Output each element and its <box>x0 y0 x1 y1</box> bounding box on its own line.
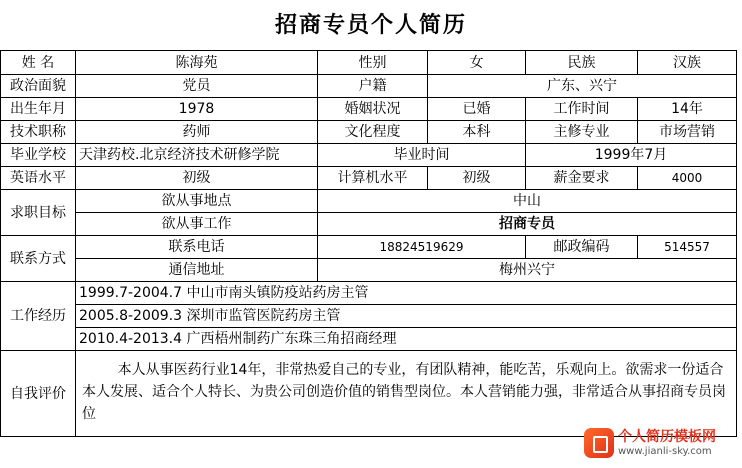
self-eval-text: 本人从事医药行业14年，非常热爱自己的专业，有团队精神，能吃苦，乐观向上。欲需求一份适合本人发展、适合个人特长、为贵公司创造价值的销售型岗位。本人营销能力强，非常适合从事招商专员岗位 <box>76 351 737 437</box>
watermark-url: www.jianli-sky.com <box>618 446 712 457</box>
ethnicity-value: 汉族 <box>638 51 737 75</box>
table-row <box>1 75 737 98</box>
desired-location-value: 中山 <box>318 190 737 213</box>
table-row <box>1 305 737 328</box>
table-row <box>1 328 737 351</box>
english-label: 英语水平 <box>1 167 76 190</box>
hukou-label: 户籍 <box>318 75 428 98</box>
table-row <box>1 144 737 167</box>
marital-label: 婚姻状况 <box>318 98 428 121</box>
grad-time-label: 毕业时间 <box>318 144 526 167</box>
table-row <box>1 259 737 282</box>
english-value: 初级 <box>76 167 318 190</box>
table-row <box>1 167 737 190</box>
address-value: 梅州兴宁 <box>318 259 737 282</box>
resume-table <box>0 50 737 437</box>
postcode-label: 邮政编码 <box>526 236 638 259</box>
work-years-label: 工作时间 <box>526 98 638 121</box>
table-row <box>1 121 737 144</box>
computer-value: 初级 <box>428 167 526 190</box>
postcode-value: 514557 <box>638 236 737 259</box>
resume-logo-icon <box>584 428 614 458</box>
desired-location-label: 欲从事地点 <box>76 190 318 213</box>
experience-label: 工作经历 <box>1 282 76 351</box>
table-row <box>1 236 737 259</box>
experience-item: 2010.4-2013.4 广西梧州制药广东珠三角招商经理 <box>76 328 737 351</box>
table-row <box>1 282 737 305</box>
ethnicity-label: 民族 <box>526 51 638 75</box>
school-label: 毕业学校 <box>1 144 76 167</box>
hukou-value: 广东、兴宁 <box>428 75 737 98</box>
job-target-label: 求职目标 <box>1 190 76 236</box>
politics-value: 党员 <box>76 75 318 98</box>
grad-time-value: 1999年7月 <box>526 144 737 167</box>
gender-label: 性别 <box>318 51 428 75</box>
phone-value: 18824519629 <box>318 236 526 259</box>
salary-value: 4000 <box>638 167 737 190</box>
school-value: 天津药校.北京经济技术研修学院 <box>76 144 318 167</box>
contact-label: 联系方式 <box>1 236 76 282</box>
education-value: 本科 <box>428 121 526 144</box>
name-label: 姓 名 <box>1 51 76 75</box>
salary-label: 薪金要求 <box>526 167 638 190</box>
site-watermark <box>584 424 736 464</box>
computer-label: 计算机水平 <box>318 167 428 190</box>
experience-item: 1999.7-2004.7 中山市南头镇防疫站药房主管 <box>76 282 737 305</box>
desired-job-value: 招商专员 <box>318 213 737 236</box>
name-value: 陈海苑 <box>76 51 318 75</box>
table-row <box>1 213 737 236</box>
birth-label: 出生年月 <box>1 98 76 121</box>
politics-label: 政治面貌 <box>1 75 76 98</box>
table-row <box>1 51 737 75</box>
phone-label: 联系电话 <box>76 236 318 259</box>
self-eval-label: 自我评价 <box>1 351 76 437</box>
page-title: 招商专员个人简历 <box>274 12 467 38</box>
experience-item: 2005.8-2009.3 深圳市监管医院药房主管 <box>76 305 737 328</box>
major-value: 市场营销 <box>638 121 737 144</box>
work-years-value: 14年 <box>638 98 737 121</box>
table-row <box>1 98 737 121</box>
table-row <box>1 190 737 213</box>
marital-value: 已婚 <box>428 98 526 121</box>
watermark-name: 个人简历模板网 <box>618 429 716 445</box>
birth-value: 1978 <box>76 98 318 121</box>
tech-title-value: 药师 <box>76 121 318 144</box>
desired-job-label: 欲从事工作 <box>76 213 318 236</box>
education-label: 文化程度 <box>318 121 428 144</box>
tech-title-label: 技术职称 <box>1 121 76 144</box>
major-label: 主修专业 <box>526 121 638 144</box>
address-label: 通信地址 <box>76 259 318 282</box>
gender-value: 女 <box>428 51 526 75</box>
